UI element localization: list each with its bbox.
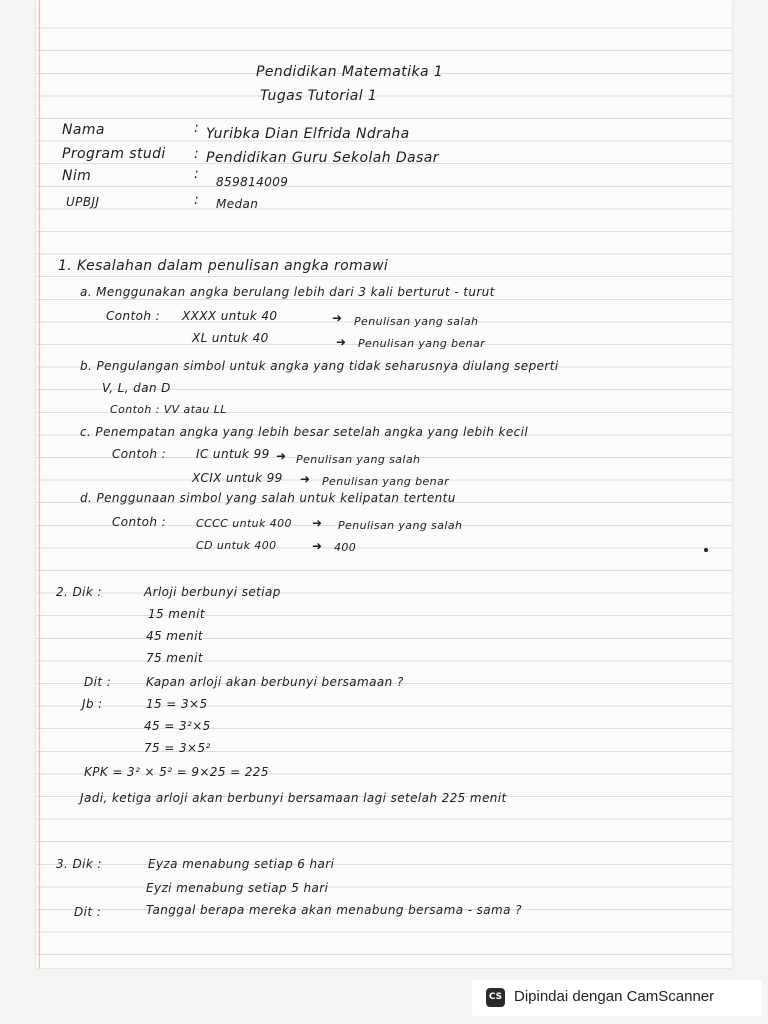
q1b-text-cont: V, L, dan D (102, 381, 171, 395)
arrow-icon: ➜ (336, 335, 347, 349)
q1a-example-label: Contoh : (106, 309, 161, 323)
q1d-example-label: Contoh : (112, 515, 167, 529)
q1a-example-2: XL untuk 40 (192, 331, 269, 345)
q2-conclusion: Jadi, ketiga arloji akan berbunyi bersamaan lagi setelah 225 menit (80, 791, 507, 805)
identity-sep: : (194, 166, 200, 182)
q1c-example-2: XCIX untuk 99 (192, 471, 283, 485)
page-subtitle: Tugas Tutorial 1 (260, 88, 378, 104)
q3-dit-label: Dit : (74, 905, 102, 919)
identity-value-name: Yuribka Dian Elfrida Ndraha (206, 126, 410, 142)
q1c-example-1: IC untuk 99 (196, 447, 270, 461)
q1d-example-2-note: 400 (334, 541, 357, 554)
arrow-icon: ➜ (312, 539, 323, 553)
q1a-example-2-note: Penulisan yang benar (358, 337, 486, 350)
q1a-example-1-note: Penulisan yang salah (354, 315, 479, 328)
q1d-text: d. Penggunaan simbol yang salah untuk kelipatan tertentu (80, 491, 456, 505)
q2-calc-45: 45 = 3²×5 (144, 719, 211, 733)
identity-label-upbjj: UPBJJ (66, 195, 100, 209)
identity-sep: : (194, 146, 200, 162)
q2-calc-75: 75 = 3×5² (144, 741, 211, 755)
identity-sep: : (194, 120, 200, 136)
q1c-text: c. Penempatan angka yang lebih besar setelah angka yang lebih kecil (80, 425, 529, 439)
q3-dik-label: 3. Dik : (56, 857, 102, 871)
q1b-text: b. Pengulangan simbol untuk angka yang tidak seharusnya diulang seperti (80, 359, 559, 373)
identity-sep: : (194, 192, 200, 208)
q1a-text: a. Menggunakan angka berulang lebih dari 3 kali berturut - turut (80, 285, 495, 299)
arrow-icon: ➜ (276, 449, 287, 463)
q2-dit-text: Kapan arloji akan berbunyi bersamaan ? (146, 675, 404, 689)
identity-value-nim: 859814009 (216, 175, 289, 189)
q2-jb-label: Jb : (82, 697, 103, 711)
q1b-example: Contoh : VV atau LL (110, 403, 227, 416)
q2-kpk: KPK = 3² × 5² = 9×25 = 225 (84, 765, 269, 779)
q1c-example-1-note: Penulisan yang salah (296, 453, 421, 466)
page-title: Pendidikan Matematika 1 (256, 64, 444, 80)
q2-time-15: 15 menit (148, 607, 206, 621)
margin-line (39, 0, 40, 968)
identity-value-program: Pendidikan Guru Sekolah Dasar (206, 150, 439, 166)
identity-label-name: Nama (62, 122, 105, 138)
watermark-text: Dipindai dengan CamScanner (514, 988, 715, 1005)
q1c-example-label: Contoh : (112, 447, 167, 461)
arrow-icon: ➜ (332, 311, 343, 325)
q3-dik-1: Eyza menabung setiap 6 hari (148, 857, 335, 871)
q2-dik-text: Arloji berbunyi setiap (144, 585, 281, 599)
q2-calc-15: 15 = 3×5 (146, 697, 208, 711)
q1c-example-2-note: Penulisan yang benar (322, 475, 450, 488)
q1d-example-2: CD untuk 400 (196, 539, 277, 552)
identity-label-program: Program studi (62, 146, 166, 162)
camscanner-watermark (472, 980, 762, 1016)
q2-dik-label: 2. Dik : (56, 585, 102, 599)
q2-dit-label: Dit : (84, 675, 112, 689)
ink-dot (704, 548, 708, 552)
q2-time-75: 75 menit (146, 651, 204, 665)
q1d-example-1: CCCC untuk 400 (196, 517, 292, 530)
identity-label-nim: Nim (62, 168, 92, 184)
notebook-page (36, 0, 732, 968)
q3-dik-2: Eyzi menabung setiap 5 hari (146, 881, 329, 895)
q1-heading: 1. Kesalahan dalam penulisan angka romawi (58, 258, 389, 274)
q1a-example-1: XXXX untuk 40 (182, 309, 278, 323)
q1d-example-1-note: Penulisan yang salah (338, 519, 463, 532)
q2-time-45: 45 menit (146, 629, 204, 643)
arrow-icon: ➜ (300, 472, 311, 486)
camscanner-logo-icon: CS (486, 988, 505, 1007)
q3-dit-text: Tanggal berapa mereka akan menabung bersama - sama ? (146, 903, 522, 917)
identity-value-upbjj: Medan (216, 197, 259, 211)
arrow-icon: ➜ (312, 516, 323, 530)
